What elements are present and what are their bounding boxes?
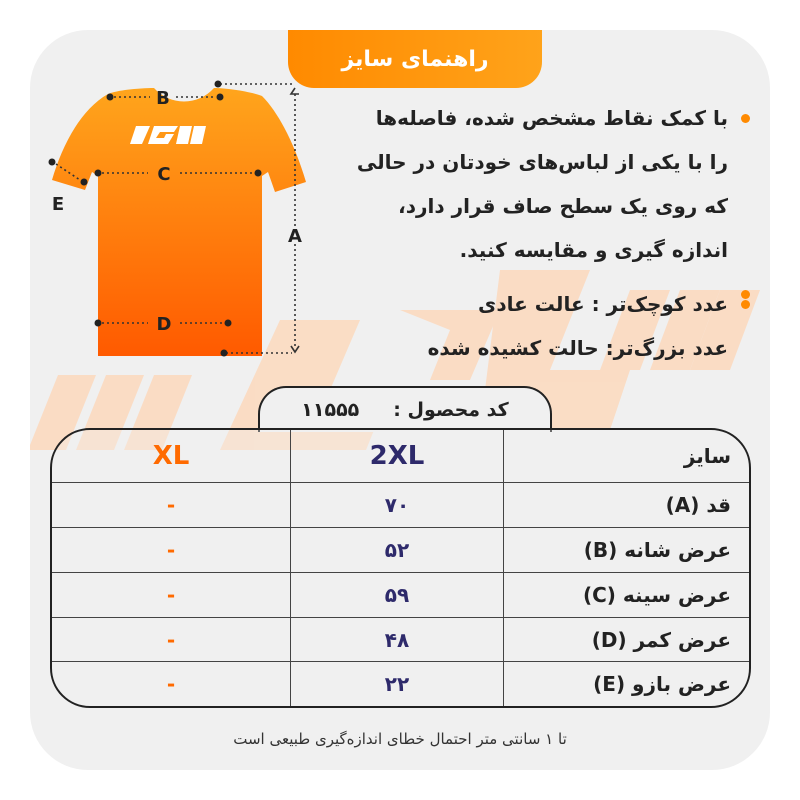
header-2xl: 2XL	[291, 430, 504, 483]
instruction-sub-line: عدد بزرگ‌تر: حالت کشیده شده	[427, 336, 728, 360]
table-row	[52, 572, 749, 617]
instruction-line: با کمک نقاط مشخص شده، فاصله‌ها	[375, 106, 728, 130]
page-title: راهنمای سایز	[288, 30, 542, 88]
product-code-label: کد محصول :	[393, 399, 509, 421]
row-label: عرض بازو (E)	[504, 662, 750, 706]
row-label: عرض کمر (D)	[504, 617, 750, 662]
header-size: سایز	[504, 430, 750, 483]
label-d: D	[156, 314, 172, 335]
cell-2xl: ۵۲	[291, 527, 504, 572]
instruction-bullet-1	[320, 96, 750, 272]
instructions	[320, 96, 750, 370]
header-xl: XL	[52, 430, 291, 483]
tshirt-logo-icon	[130, 126, 206, 144]
table-header-row	[52, 430, 749, 483]
instruction-line: را با یکی از لباس‌های خودتان در حالی	[356, 150, 728, 174]
product-code	[258, 386, 552, 432]
label-c: C	[157, 164, 171, 185]
cell-2xl: ۷۰	[291, 483, 504, 528]
size-guide-card	[30, 30, 770, 770]
row-label: قد (A)	[504, 483, 750, 528]
table-row	[52, 527, 749, 572]
cell-xl: -	[52, 483, 291, 528]
label-b: B	[156, 88, 170, 109]
product-code-value: ۱۱۵۵۵	[301, 399, 360, 421]
instruction-line: اندازه گیری و مقایسه کنید.	[459, 238, 728, 262]
cell-2xl: ۲۲	[291, 662, 504, 706]
row-label: عرض سینه (C)	[504, 572, 750, 617]
table-row	[52, 617, 749, 662]
table-row	[52, 662, 749, 706]
tshirt-diagram	[30, 30, 360, 390]
instruction-bullet-2	[320, 282, 750, 326]
cell-2xl: ۵۹	[291, 572, 504, 617]
cell-xl: -	[166, 672, 176, 697]
label-a: A	[288, 226, 302, 247]
cell-2xl: ۴۸	[291, 617, 504, 662]
cell-xl: -	[52, 617, 291, 662]
instruction-line: که روی یک سطح صاف قرار دارد،	[398, 194, 728, 218]
row-label: عرض شانه (B)	[504, 527, 750, 572]
tshirt-shape	[52, 88, 306, 356]
spacer	[320, 272, 750, 282]
size-table	[50, 428, 751, 708]
table-row	[52, 483, 749, 528]
instruction-line: عدد کوچک‌تر : عالت عادی	[478, 292, 728, 316]
cell-xl: -	[52, 527, 291, 572]
label-e: E	[51, 194, 65, 215]
footnote: تا ۱ سانتی متر احتمال خطای اندازه‌گیری طبیعی است	[233, 730, 567, 748]
cell-xl: -	[52, 572, 291, 617]
